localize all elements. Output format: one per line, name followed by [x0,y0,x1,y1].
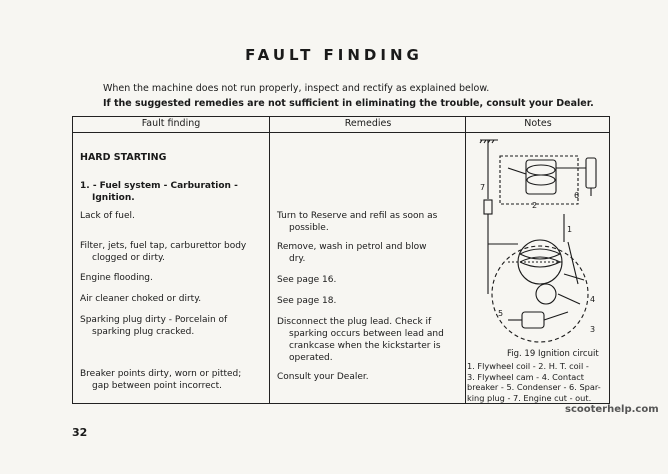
fault-item: Sparking plug dirty - Porcelain of sparking plug cracked. [80,315,228,337]
fault-item: Filter, jets, fuel tap, carburettor body clogged or dirty. [80,241,247,263]
remedy-item: See page 16. [277,275,337,285]
intro-warning: If the suggested remedies are not sufficient in eliminating the trouble, consult your Dealer. [103,98,594,109]
section-title: HARD STARTING [80,152,167,163]
diagram-label: 6 [574,191,580,200]
remedy-item: Disconnect the plug lead. Check if sparking occurs between lead and crankcase when the kickstarter is operated. [277,317,444,363]
figure-caption: Fig. 19 Ignition circuit [507,349,599,359]
column-divider [465,116,466,404]
header-notes: Notes [466,116,610,133]
diagram-label: 5 [498,309,504,318]
figure-legend: 1. Flywheel coil - 2. H. T. coil - 3. Flywheel cam - 4. Contact breaker - 5. Condenser - 6. Spar- king plug - 7. Engine cut - out. [467,361,601,403]
column-divider [269,116,270,404]
ignition-circuit-diagram [468,134,608,348]
diagram-label: 2 [532,201,538,210]
fault-item: Breaker points dirty, worn or pitted; gap between point incorrect. [80,369,242,391]
diagram-label: 7 [480,183,486,192]
fault-item: Air cleaner choked or dirty. [80,294,202,304]
diagram-label: 3 [590,325,596,334]
remedy-item: Remove, wash in petrol and blow dry. [277,242,427,264]
fault-item: Engine flooding. [80,273,153,283]
page-title: FAULT FINDING [245,46,423,64]
subsection-title: 1. - Fuel system - Carburation - Ignition. [80,181,238,203]
diagram-label: 1 [567,225,573,234]
header-remedies: Remedies [270,116,466,133]
diagram-label: 4 [590,295,596,304]
remedy-item: See page 18. [277,296,337,306]
watermark: scooterhelp.com [565,404,659,415]
fault-item: Lack of fuel. [80,211,135,221]
page-number: 32 [72,426,88,439]
header-fault-finding: Fault finding [72,116,270,133]
remedy-item: Turn to Reserve and refil as soon as possible. [277,211,438,233]
intro-text: When the machine does not run properly, inspect and rectify as explained below. [103,83,490,94]
remedy-item: Consult your Dealer. [277,372,369,382]
